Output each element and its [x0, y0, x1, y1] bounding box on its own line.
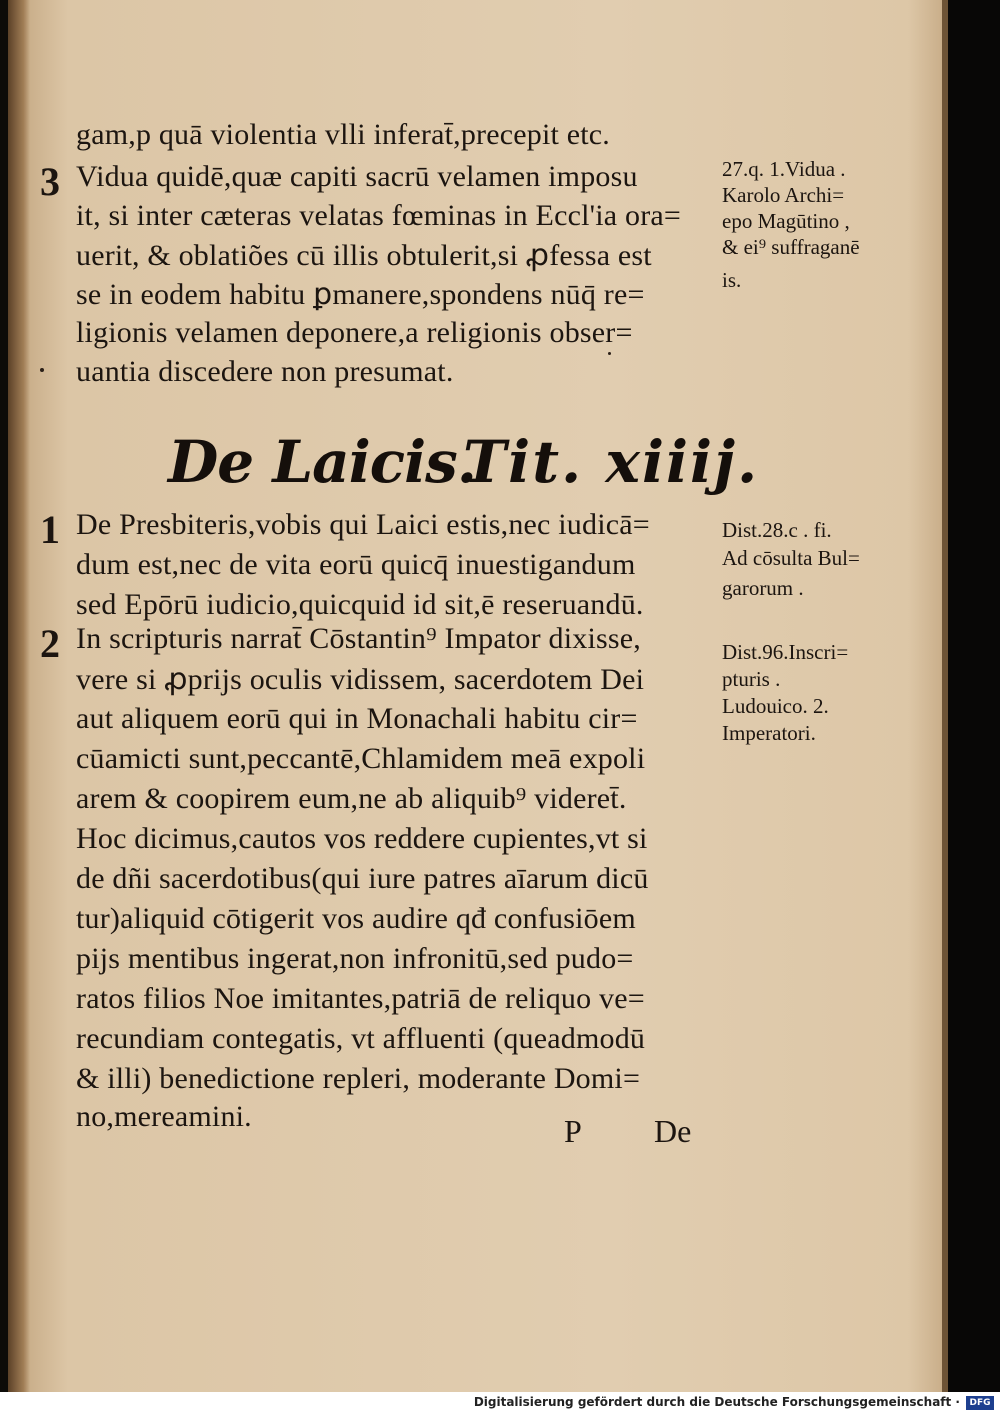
- footer-bar: [0, 1392, 1000, 1414]
- body-line: vere si ꝓprijs oculis vidissem, sacerdotem Dei: [76, 663, 645, 696]
- body-line: De Presbiteris,vobis qui Laici estis,nec iudicā=: [76, 508, 650, 541]
- paragraph-number: 2: [40, 621, 60, 666]
- page-gutter-shadow: [8, 0, 30, 1392]
- margin-note: is.: [722, 268, 742, 292]
- ink-speck: [608, 352, 611, 355]
- body-line: In scripturis narrat̄ Cōstantin⁹ Impator dixisse,: [76, 622, 641, 655]
- catchword: De: [654, 1113, 692, 1149]
- body-line: sed Epōrū iudicio,quicquid id sit,ē reseruandū.: [76, 588, 644, 621]
- body-line: ratos filios Noe imitantes,patriā de reliquo ve=: [76, 982, 645, 1015]
- section-heading-title: De Laicis.: [168, 428, 476, 496]
- body-line: it, si inter cæteras velatas fœminas in Eccl'ia ora=: [76, 199, 682, 232]
- margin-note: 27.q. 1.Vidua .: [722, 157, 846, 181]
- margin-note: garorum .: [722, 576, 804, 600]
- margin-note: Ad cōsulta Bul=: [722, 546, 860, 570]
- body-line: aut aliquem eorū qui in Monachali habitu cir=: [76, 702, 638, 735]
- body-line: arem & coopirem eum,ne ab aliquib⁹ videret̄.: [76, 782, 627, 815]
- body-line: se in eodem habitu ꝑmanere,spondens nūq̄ re=: [76, 278, 645, 311]
- body-line: uerit, & oblatiões cū illis obtulerit,si ꝓfessa est: [76, 239, 652, 272]
- body-line: Vidua quidē,quæ capiti sacrū velamen imposu: [76, 160, 638, 193]
- body-line: tur)aliquid cōtigerit vos audire qđ confusiōem: [76, 902, 636, 935]
- funding-credit: Digitalisierung gefördert durch die Deutsche Forschungsgemeinschaft ·: [473, 1395, 960, 1409]
- scanned-page: [8, 0, 948, 1392]
- body-line: de dñi sacerdotibus(qui iure patres aīarum dicū: [76, 862, 649, 895]
- body-line: dum est,nec de vita eorū quicq̄ inuestigandum: [76, 548, 636, 581]
- margin-note: & ei⁹ suffraganē: [722, 235, 860, 259]
- body-line: ligionis velamen deponere,a religionis obser=: [76, 316, 633, 349]
- body-line: recundiam contegatis, vt affluenti (queadmodū: [76, 1022, 646, 1055]
- margin-note: epo Magūtino ,: [722, 209, 850, 233]
- section-heading-number: Tit. xiiij.: [463, 428, 760, 496]
- margin-note: pturis .: [722, 667, 781, 691]
- dfg-logo: DFG: [966, 1396, 994, 1410]
- margin-note: Dist.96.Inscri=: [722, 640, 849, 664]
- body-line: gam,p quā violentia vlli inferat̄,precepit etc.: [76, 118, 610, 151]
- paragraph-number: 1: [40, 507, 60, 552]
- body-line: pijs mentibus ingerat,non infronitū,sed pudo=: [76, 942, 634, 975]
- body-line: uantia discedere non presumat.: [76, 355, 454, 388]
- paragraph-number: 3: [40, 159, 60, 204]
- margin-note: Karolo Archi=: [722, 183, 845, 207]
- margin-note: Ludouico. 2.: [722, 694, 829, 718]
- body-line: cūamicti sunt,peccantē,Chlamidem meā expoli: [76, 742, 646, 775]
- body-line: no,mereamini.: [76, 1100, 252, 1133]
- margin-note: Imperatori.: [722, 721, 816, 745]
- scan-border: [948, 0, 1000, 1392]
- margin-note: Dist.28.c . fi.: [722, 518, 832, 542]
- body-line: & illi) benedictione repleri, moderante Domi=: [76, 1062, 641, 1095]
- body-line: Hoc dicimus,cautos vos reddere cupientes,vt si: [76, 822, 648, 855]
- ink-speck: [40, 368, 44, 372]
- signature-mark: P: [564, 1113, 582, 1149]
